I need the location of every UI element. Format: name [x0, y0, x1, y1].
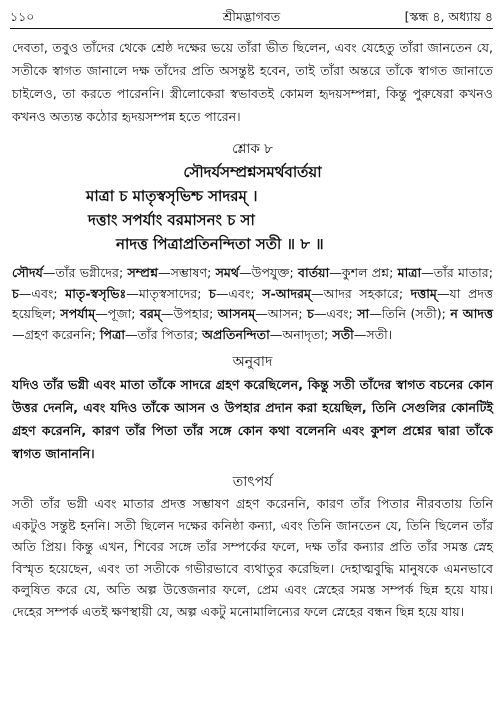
intro-paragraph: দেবতা, তবুও তাঁদের থেকে শ্রেষ্ঠ দক্ষের ভয়ে তাঁরা ভীত ছিলেন, এবং যেহেতু তাঁরা জানতেন যে, সতীকে স্বাগত জানালে দক্ষ তাঁদের প্রতি অসন্তুষ্ট হবেন, তাই তাঁরা অন্তরে তাঁকে স্বাগত জানাতে চাইলেও, তা করতে পারেননি। স্ত্রীলোকেরা স্বভাবতই কোমল হৃদয়সম্পন্না, কিন্তু পুরুষেরা কখনও কখনও অত্যন্ত কঠোর হৃদয়সম্পন্ন হতে পারেন।	[12, 40, 493, 124]
translation-text: যদিও তাঁর ভগ্নী এবং মাতা তাঁকে সাদরে গ্রহণ করেছিলেন, কিন্তু সতী তাঁদের স্বাগত বচনের কোন উত্তর দেননি, এবং যদিও তাঁকে আসন ও উপহার প্রদান করা হয়েছিল, তিনি সেগুলির কোনটিই গ্রহণ করেননি, কারণ তাঁর পিতা তাঁর সঙ্গে কোন কথা বলেননি এবং কুশল প্রশ্নের দ্বারা তাঁকে স্বাগত জানাননি।	[12, 377, 493, 461]
chapter-reference: [স্কন্ধ ৪, অধ্যায় ৪	[404, 9, 493, 24]
synonym-term: আসনম্	[217, 306, 256, 321]
synonym-term: ন আদত্ত	[450, 306, 494, 321]
synonym-term: সৌদর্য	[12, 265, 43, 280]
synonym-term: বার্তয়া	[298, 265, 330, 280]
verse-line: দত্তাং সপর্যাং বরমাসনং চ সা	[88, 211, 255, 229]
synonym-meaning: উপহার	[173, 306, 210, 321]
synonym-meaning: তাঁর মাতার	[433, 265, 489, 280]
synonym-term: দত্তাম্	[410, 285, 437, 301]
synonym-meaning: অনাদৃতা	[282, 326, 325, 342]
synonym-meaning: আসন	[267, 306, 299, 321]
purport-text: সতী তাঁর ভগ্নী এবং মাতার প্রদত্ত সম্ভাষণ গ্রহণ করেননি, কারণ তাঁর পিতার নীরবতায় তিনি একটুও সন্তুষ্ট হননি। সতী ছিলেন দক্ষের কনিষ্ঠা কন্যা, এবং তিনি জানতেন যে, তিনি ছিলেন তাঁর অতি প্রিয়। কিন্তু এখন, শিবের সঙ্গে তাঁর সম্পর্কের ফলে, দক্ষ তাঁর কন্যার প্রতি তাঁর সমস্ত স্নেহ বিস্মৃত হয়েছেন, এবং তা সতীকে গভীরভাবে ব্যথাতুর করেছিল। দেহাত্মবুদ্ধি মানুষকে এমনভাবে কলুষিত করে যে, অতি অল্প উত্তেজনার ফলে, প্রেম এবং স্নেহের সমস্ত সম্পর্ক ছিন্ন হয়ে যায়। দেহের সম্পর্ক এতই ক্ষণস্থায়ী যে, অল্প একটু মনোমালিন্যের ফলে স্নেহের বন্ধন ছিন্ন হয়ে যায়।	[12, 496, 493, 619]
page-number: ১১০	[10, 9, 35, 24]
synonym-term: স-আদরম্	[262, 285, 312, 301]
synonym-meaning: মাতৃস্বসাদের	[138, 285, 198, 301]
synonym-term: সা	[357, 306, 370, 321]
book-title: শ্রীমদ্ভাগবত	[222, 9, 281, 24]
translation-title: অনুবাদ	[232, 354, 273, 370]
synonym-meaning: তিনি (সতী)	[381, 306, 442, 321]
synonym-term: চ	[12, 285, 19, 301]
synonym-meaning: গ্রহণ করেননি	[24, 326, 92, 342]
synonym-meaning: পূজা	[107, 306, 132, 321]
synonym-term: অপ্রতিনন্দিতা	[202, 326, 270, 342]
synonym-term: পিত্রা	[99, 326, 126, 342]
verse-line: নাদত্ত পিত্রাপ্রতিনন্দিতা সতী ॥ ৮ ॥	[116, 235, 324, 253]
synonym-term: মাত্রা	[397, 265, 422, 280]
synonym-meaning: তাঁর পিতার	[137, 326, 194, 342]
synonym-meaning: সম্ভাষণ	[170, 265, 208, 280]
page-header	[10, 6, 493, 30]
synonym-term: সম্প্রশ্ন	[127, 265, 158, 280]
synonym-term: চ	[307, 306, 314, 321]
synonym-meaning: এবং	[326, 306, 349, 321]
synonym-meaning: এবং	[31, 285, 54, 301]
synonym-term: বরম্	[139, 306, 161, 321]
purport-title: তাৎপর্য	[232, 474, 273, 490]
verse-line: সৌদর্যসম্প্রশ্নসমর্থবার্তয়া	[183, 163, 322, 181]
synonym-term: সপর্যাম্	[60, 306, 96, 321]
sloka-heading: শ্লোক ৮	[232, 141, 273, 157]
synonym-meaning: তাঁর ভগ্নীদের	[55, 265, 119, 280]
synonym-meaning: সতী	[366, 326, 388, 342]
synonym-meaning: এবং	[228, 285, 251, 301]
synonym-term: মাতৃ-স্বসৃভিঃ	[65, 285, 127, 301]
synonym-meaning: উপযুক্ত	[251, 265, 290, 280]
synonym-meaning: আদর সহকারে	[323, 285, 399, 301]
synonym-term: সতী	[332, 326, 354, 342]
verse-line: মাত্রা চ মাতৃস্বসৃভিশ্চ সাদরম্ ।	[86, 187, 258, 205]
page-body	[12, 36, 493, 622]
synonym-term: সমর্থ	[215, 265, 240, 280]
sloka-verse	[12, 160, 493, 256]
synonym-meaning: যা প্রদত্ত হয়েছিল	[12, 285, 494, 321]
synonyms-block: সৌদর্য—তাঁর ভগ্নীদের; সম্প্রশ্ন—সম্ভাষণ; সমর্থ—উপযুক্ত; বার্তয়া—কুশল প্রশ্ন; মাত্রা—তাঁর মাতার; চ—এবং; মাতৃ-স্বসৃভিঃ—মাতৃস্বসাদের; চ—এবং; স-আদরম্—আদর সহকারে; দত্তাম্—যা প্রদত্ত হয়েছিল; সপর্যাম্—পূজা; বরম্—উপহার; আসনম্—আসন; চ—এবং; সা—তিনি (সতী); ন আদত্ত—গ্রহণ করেননি; পিত্রা—তাঁর পিতার; অপ্রতিনন্দিতা—অনাদৃতা; সতী—সতী।	[12, 265, 494, 342]
header-divider	[10, 28, 493, 29]
synonym-meaning: কুশল প্রশ্ন	[341, 265, 390, 280]
synonym-term: চ	[209, 285, 216, 301]
